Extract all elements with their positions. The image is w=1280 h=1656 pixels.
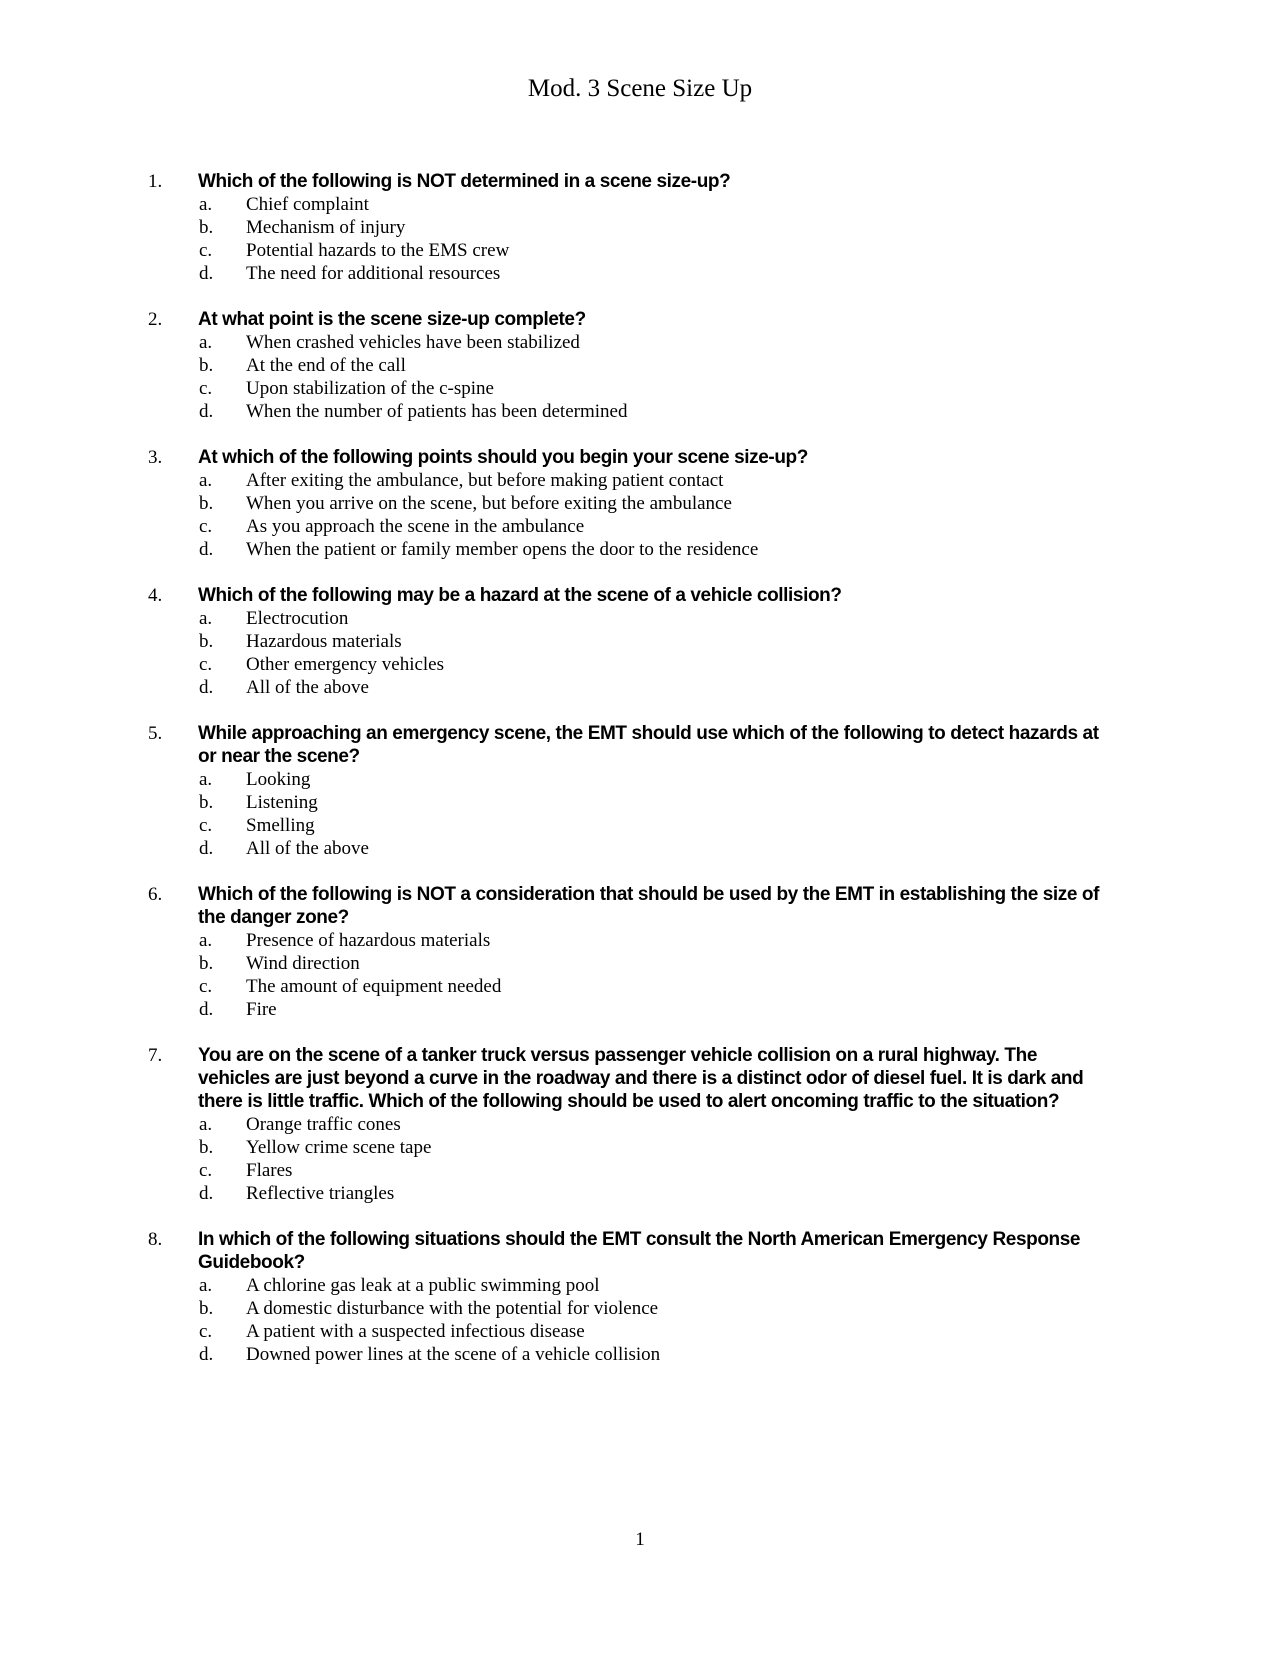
answer-option [0, 1274, 1280, 1297]
answer-option [0, 1343, 1280, 1366]
option-letter: d. [199, 539, 214, 560]
answer-option [0, 1113, 1280, 1136]
option-text: Hazardous materials [246, 631, 402, 652]
option-text: As you approach the scene in the ambulance [246, 516, 585, 537]
option-text: Other emergency vehicles [246, 654, 445, 675]
question-5 [0, 722, 1280, 860]
answer-options [0, 607, 1280, 699]
option-text: A domestic disturbance with the potential for violence [246, 1298, 659, 1319]
answer-option [0, 837, 1280, 860]
question-number: 5. [148, 723, 163, 744]
option-text: Upon stabilization of the c-spine [246, 378, 494, 399]
option-text: At the end of the call [246, 355, 406, 376]
question-text: At what point is the scene size-up complete? [198, 309, 586, 330]
answer-option [0, 1159, 1280, 1182]
option-letter: b. [199, 355, 214, 376]
answer-options [0, 331, 1280, 423]
option-text: After exiting the ambulance, but before making patient contact [246, 470, 724, 491]
option-text: The amount of equipment needed [246, 976, 502, 997]
option-letter: a. [199, 1275, 213, 1296]
answer-options [0, 929, 1280, 1021]
option-text: Fire [246, 999, 277, 1020]
answer-option [0, 1136, 1280, 1159]
answer-option [0, 331, 1280, 354]
option-letter: b. [199, 1298, 214, 1319]
question-text: Which of the following may be a hazard at the scene of a vehicle collision? [198, 585, 842, 606]
option-letter: a. [199, 930, 213, 951]
option-letter: c. [199, 976, 213, 997]
option-letter: d. [199, 677, 214, 698]
answer-option [0, 515, 1280, 538]
answer-options [0, 193, 1280, 285]
question-6 [0, 883, 1280, 1021]
option-letter: d. [199, 838, 214, 859]
answer-option [0, 676, 1280, 699]
answer-options [0, 768, 1280, 860]
answer-option [0, 1182, 1280, 1205]
answer-option [0, 975, 1280, 998]
option-text: Presence of hazardous materials [246, 930, 491, 951]
option-letter: c. [199, 378, 213, 399]
question-7 [0, 1044, 1280, 1205]
option-letter: c. [199, 516, 213, 537]
option-letter: c. [199, 815, 213, 836]
option-text: Electrocution [246, 608, 349, 629]
option-text: Listening [246, 792, 318, 813]
answer-option [0, 538, 1280, 561]
option-letter: d. [199, 1183, 214, 1204]
option-text: All of the above [246, 677, 369, 698]
answer-option [0, 607, 1280, 630]
question-number: 7. [148, 1045, 163, 1066]
question-number: 8. [148, 1229, 163, 1250]
option-text: Orange traffic cones [246, 1114, 401, 1135]
question-text: At which of the following points should you begin your scene size-up? [198, 447, 808, 468]
option-letter: d. [199, 1344, 214, 1365]
question-1 [0, 170, 1280, 285]
option-text: When the patient or family member opens the door to the residence [246, 539, 759, 560]
answer-option [0, 262, 1280, 285]
question-text: In which of the following situations should the EMT consult the North American Emergency Response Guidebook? [198, 1229, 1081, 1273]
answer-option [0, 630, 1280, 653]
option-text: A chlorine gas leak at a public swimming pool [246, 1275, 600, 1296]
option-letter: b. [199, 217, 214, 238]
question-number: 2. [148, 309, 163, 330]
option-text: The need for additional resources [246, 263, 501, 284]
option-text: Smelling [246, 815, 315, 836]
option-text: Looking [246, 769, 311, 790]
question-text: You are on the scene of a tanker truck versus passenger vehicle collision on a rural highway. The vehicles are just beyond a curve in the roadway and there is a distinct odor of diesel fuel. It is dark and there is little traffic. Which of the following should be used to alert oncoming traffic to the situation? [198, 1045, 1084, 1112]
option-text: When the number of patients has been determined [246, 401, 628, 422]
option-letter: a. [199, 1114, 213, 1135]
answer-option [0, 998, 1280, 1021]
question-number: 1. [148, 171, 163, 192]
option-letter: b. [199, 493, 214, 514]
question-3 [0, 446, 1280, 561]
answer-option [0, 814, 1280, 837]
option-text: Flares [246, 1160, 293, 1181]
option-letter: a. [199, 769, 213, 790]
option-letter: c. [199, 1321, 213, 1342]
option-text: When crashed vehicles have been stabilized [246, 332, 580, 353]
option-text: All of the above [246, 838, 369, 859]
answer-option [0, 952, 1280, 975]
answer-option [0, 216, 1280, 239]
answer-option [0, 354, 1280, 377]
option-text: When you arrive on the scene, but before exiting the ambulance [246, 493, 732, 514]
answer-options [0, 1113, 1280, 1205]
option-letter: b. [199, 953, 214, 974]
answer-option [0, 791, 1280, 814]
question-8 [0, 1228, 1280, 1366]
option-text: Chief complaint [246, 194, 369, 215]
answer-option [0, 1297, 1280, 1320]
question-2 [0, 308, 1280, 423]
option-text: Reflective triangles [246, 1183, 395, 1204]
answer-option [0, 469, 1280, 492]
question-number: 4. [148, 585, 163, 606]
option-letter: d. [199, 999, 214, 1020]
option-text: Mechanism of injury [246, 217, 406, 238]
answer-option [0, 1320, 1280, 1343]
question-number: 6. [148, 884, 163, 905]
answer-option [0, 377, 1280, 400]
answer-option [0, 768, 1280, 791]
option-text: Downed power lines at the scene of a vehicle collision [246, 1344, 661, 1365]
page-title: Mod. 3 Scene Size Up [527, 75, 753, 102]
option-text: Yellow crime scene tape [246, 1137, 432, 1158]
option-letter: a. [199, 608, 213, 629]
option-letter: b. [199, 631, 214, 652]
page-number: 1 [635, 1529, 645, 1550]
option-letter: b. [199, 792, 214, 813]
answer-option [0, 929, 1280, 952]
option-letter: a. [199, 332, 213, 353]
question-number: 3. [148, 447, 163, 468]
option-letter: c. [199, 1160, 213, 1181]
option-letter: c. [199, 654, 213, 675]
answer-option [0, 653, 1280, 676]
option-letter: b. [199, 1137, 214, 1158]
question-text: Which of the following is NOT a consideration that should be used by the EMT in establishing the size of the danger zone? [198, 884, 1100, 928]
question-4 [0, 584, 1280, 699]
option-letter: a. [199, 194, 213, 215]
answer-option [0, 400, 1280, 423]
option-text: Potential hazards to the EMS crew [246, 240, 510, 261]
question-text: While approaching an emergency scene, the EMT should use which of the following to detect hazards at or near the scene? [198, 723, 1099, 767]
answer-option [0, 492, 1280, 515]
option-letter: a. [199, 470, 213, 491]
question-list [0, 170, 1280, 1389]
answer-option [0, 193, 1280, 216]
question-text: Which of the following is NOT determined in a scene size-up? [198, 171, 731, 192]
option-text: Wind direction [246, 953, 360, 974]
answer-options [0, 469, 1280, 561]
option-letter: d. [199, 401, 214, 422]
answer-option [0, 239, 1280, 262]
option-letter: d. [199, 263, 214, 284]
option-text: A patient with a suspected infectious disease [246, 1321, 585, 1342]
option-letter: c. [199, 240, 213, 261]
answer-options [0, 1274, 1280, 1366]
